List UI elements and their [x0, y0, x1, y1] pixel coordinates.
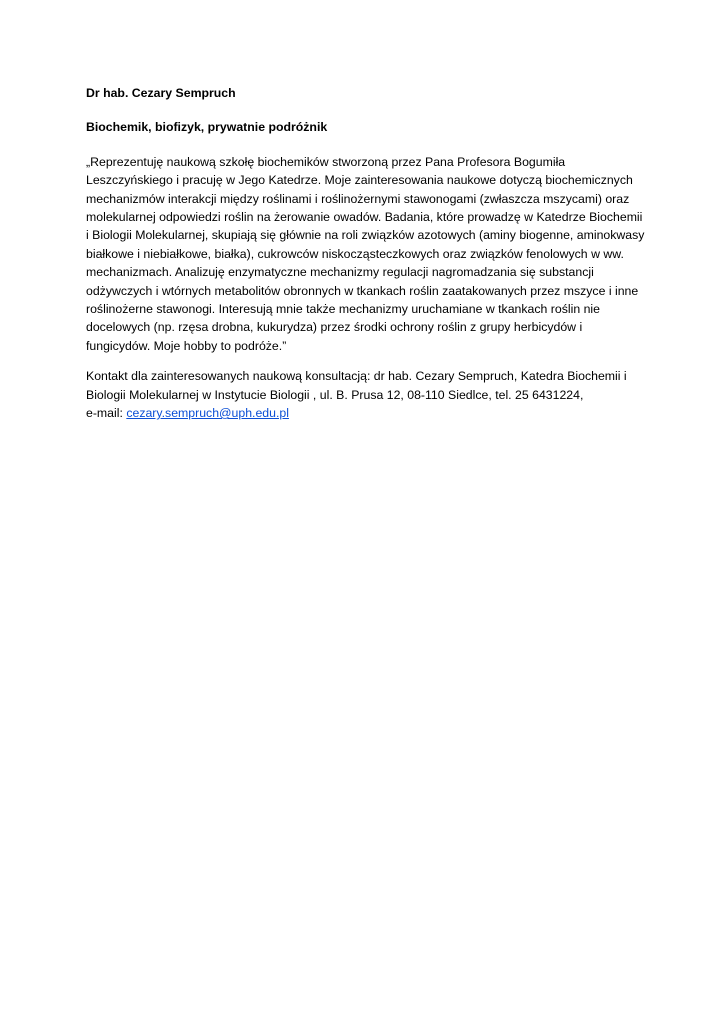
email-link[interactable]: cezary.sempruch@uph.edu.pl	[126, 406, 289, 421]
document-content	[86, 84, 646, 435]
contact-text: Kontakt dla zainteresowanych naukową konsultacją: dr hab. Cezary Sempruch, Katedra Biochemii i Biologii Molekularnej w Instytucie Biologii , ul. B. Prusa 12, 08-110 Siedlce, tel. 25 6431224,	[86, 369, 627, 402]
quote-paragraph: „Reprezentuję naukową szkołę biochemików stworzoną przez Pana Profesora Bogumiła Leszczyńskiego i pracuję w Jego Katedrze. Moje zainteresowania naukowe dotyczą biochemicznych mechanizmów interakcji między roślinami i roślinożernymi stawonogami (zwłaszcza mszycami) oraz molekularnej odpowiedzi roślin na żerowanie owadów. Badania, które prowadzę w Katedrze Biochemii i Biologii Molekularnej, skupiają się głównie na roli związków azotowych (aminy biogenne, aminokwasy białkowe i niebiałkowe, białka), cukrowców niskocząsteczkowych oraz związków fenolowych w ww. mechanizmach. Analizuję enzymatyczne mechanizmy regulacji nagromadzania się substancji odżywczych i wtórnych metabolitów obronnych w tkankach roślin zaatakowanych przez mszyce i inne roślinożerne stawonogi. Interesują mnie także mechanizmy uruchamiane w tkankach roślin nie docelowych (np. rzęsa drobna, kukurydza) przez środki ochrony roślin z grupy herbicydów i fungicydów. Moje hobby to podróże.”	[86, 154, 645, 353]
contact-paragraph	[86, 367, 646, 422]
role-heading: Biochemik, biofizyk, prywatnie podróżnik	[86, 120, 328, 135]
email-label: e-mail:	[86, 406, 127, 421]
name-heading: Dr hab. Cezary Sempruch	[86, 86, 236, 100]
